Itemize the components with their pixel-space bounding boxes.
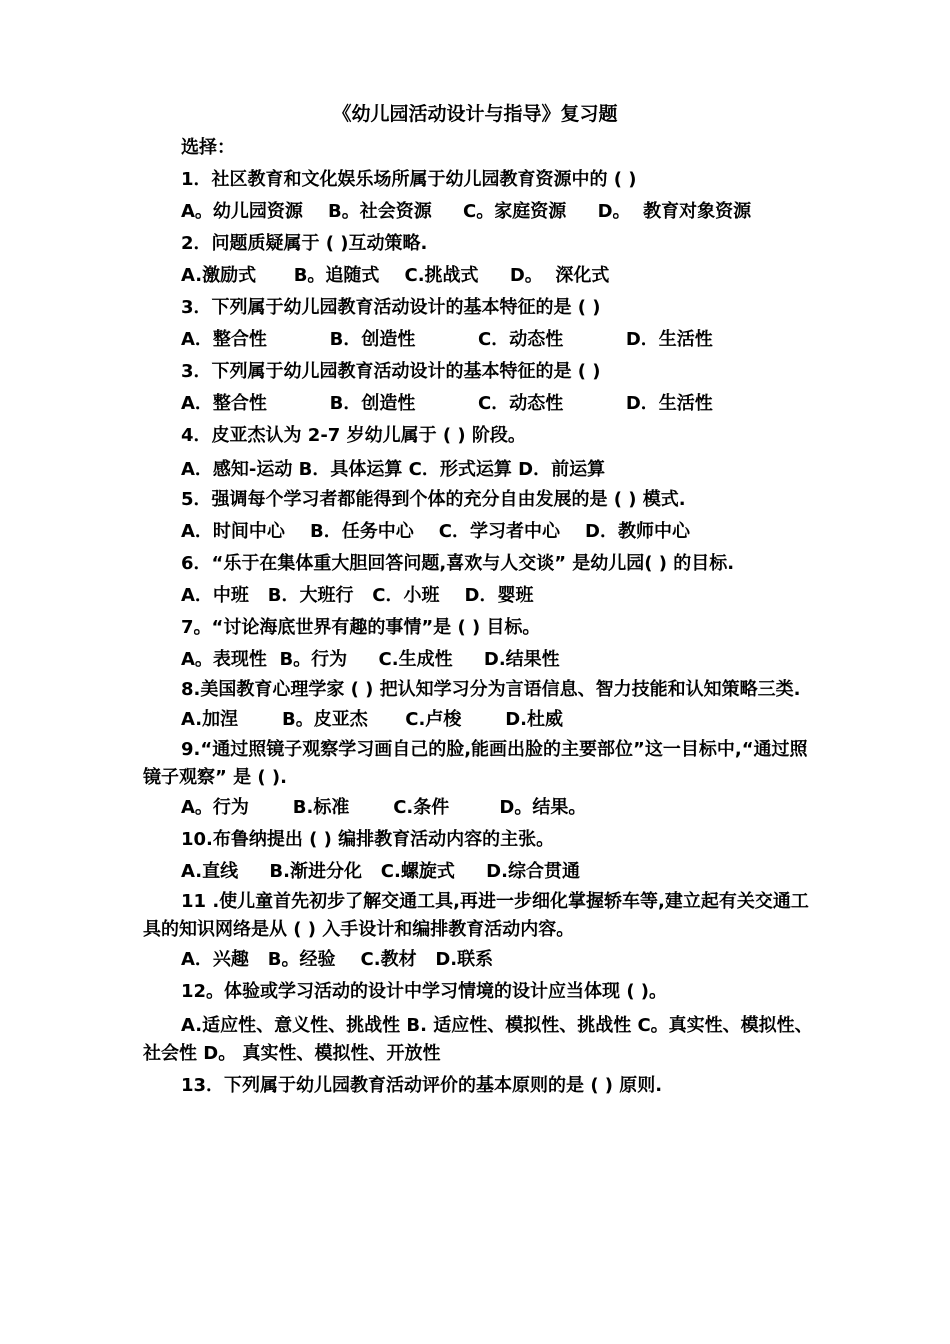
question-stem-1: 1．社区教育和文化娱乐场所属于幼儿园教育资源中的 ( ) (181, 169, 637, 190)
question-options-9: A。行为 B.标准 C.条件 D。结果。 (181, 797, 587, 818)
question-stem-5: 5．强调每个学习者都能得到个体的充分自由发展的是 ( ) 模式. (181, 489, 686, 510)
question-options-2: A.激励式 B。追随式 C.挑战式 D。 深化式 (181, 265, 610, 286)
section-label: 选择： (181, 137, 235, 158)
question-options-7: A。表现性 B。行为 C.生成性 D.结果性 (181, 649, 560, 670)
question-options-11: A．兴趣 B。经验 C.教材 D.联系 (181, 949, 494, 970)
question-stem-12: 12。体验或学习活动的设计中学习情境的设计应当体现 ( )。 (181, 981, 668, 1002)
question-options-8: A.加涅 B。皮亚杰 C.卢梭 D.杜威 (181, 709, 563, 730)
question-options-4: A．感知-运动 B．具体运算 C．形式运算 D．前运算 (181, 459, 606, 480)
question-stem-9: 9.“通过照镜子观察学习画自己的脸,能画出脸的主要部位”这一目标中,“通过照镜子观察” 是 ( ). (143, 739, 808, 788)
question-list (143, 132, 813, 1102)
question-stem-3b: 3．下列属于幼儿园教育活动设计的基本特征的是 ( ) (181, 361, 601, 382)
question-options-6: A．中班 B．大班行 C．小班 D．婴班 (181, 585, 534, 606)
question-stem-13: 13．下列属于幼儿园教育活动评价的基本原则的是 ( ) 原则. (181, 1075, 663, 1096)
document-title: 《幼儿园活动设计与指导》复习题 (332, 103, 618, 125)
question-stem-2: 2．问题质疑属于 ( )互动策略. (181, 233, 428, 254)
question-options-3b: A．整合性 B．创造性 C．动态性 D．生活性 (181, 393, 713, 414)
question-stem-6: 6．“乐于在集体重大胆回答问题,喜欢与人交谈” 是幼儿园( ) 的目标. (181, 553, 735, 574)
question-stem-7: 7。“讨论海底世界有趣的事情”是 ( ) 目标。 (181, 617, 541, 638)
question-stem-8: 8.美国教育心理学家 ( ) 把认知学习分为言语信息、智力技能和认知策略三类. (181, 679, 801, 700)
question-stem-10: 10.布鲁纳提出 ( ) 编排教育活动内容的主张。 (181, 829, 555, 850)
question-stem-3: 3．下列属于幼儿园教育活动设计的基本特征的是 ( ) (181, 297, 601, 318)
question-options-3: A．整合性 B．创造性 C．动态性 D．生活性 (181, 329, 713, 350)
question-stem-11: 11 .使儿童首先初步了解交通工具,再进一步细化掌握轿车等,建立起有关交通工具的知识网络是从 ( ) 入手设计和编排教育活动内容。 (143, 891, 809, 940)
question-options-10: A.直线 B.渐进分化 C.螺旋式 D.综合贯通 (181, 861, 580, 882)
question-stem-4: 4．皮亚杰认为 2-7 岁幼儿属于 ( ) 阶段。 (181, 425, 526, 446)
question-options-12: A.适应性、意义性、挑战性 B. 适应性、模拟性、挑战性 C。真实性、模拟性、社会性 D。 真实性、模拟性、开放性 (143, 1015, 813, 1064)
question-options-1: A。幼儿园资源 B。社会资源 C。家庭资源 D。 教育对象资源 (181, 201, 752, 222)
question-options-5: A．时间中心 B．任务中心 C．学习者中心 D．教师中心 (181, 521, 690, 542)
